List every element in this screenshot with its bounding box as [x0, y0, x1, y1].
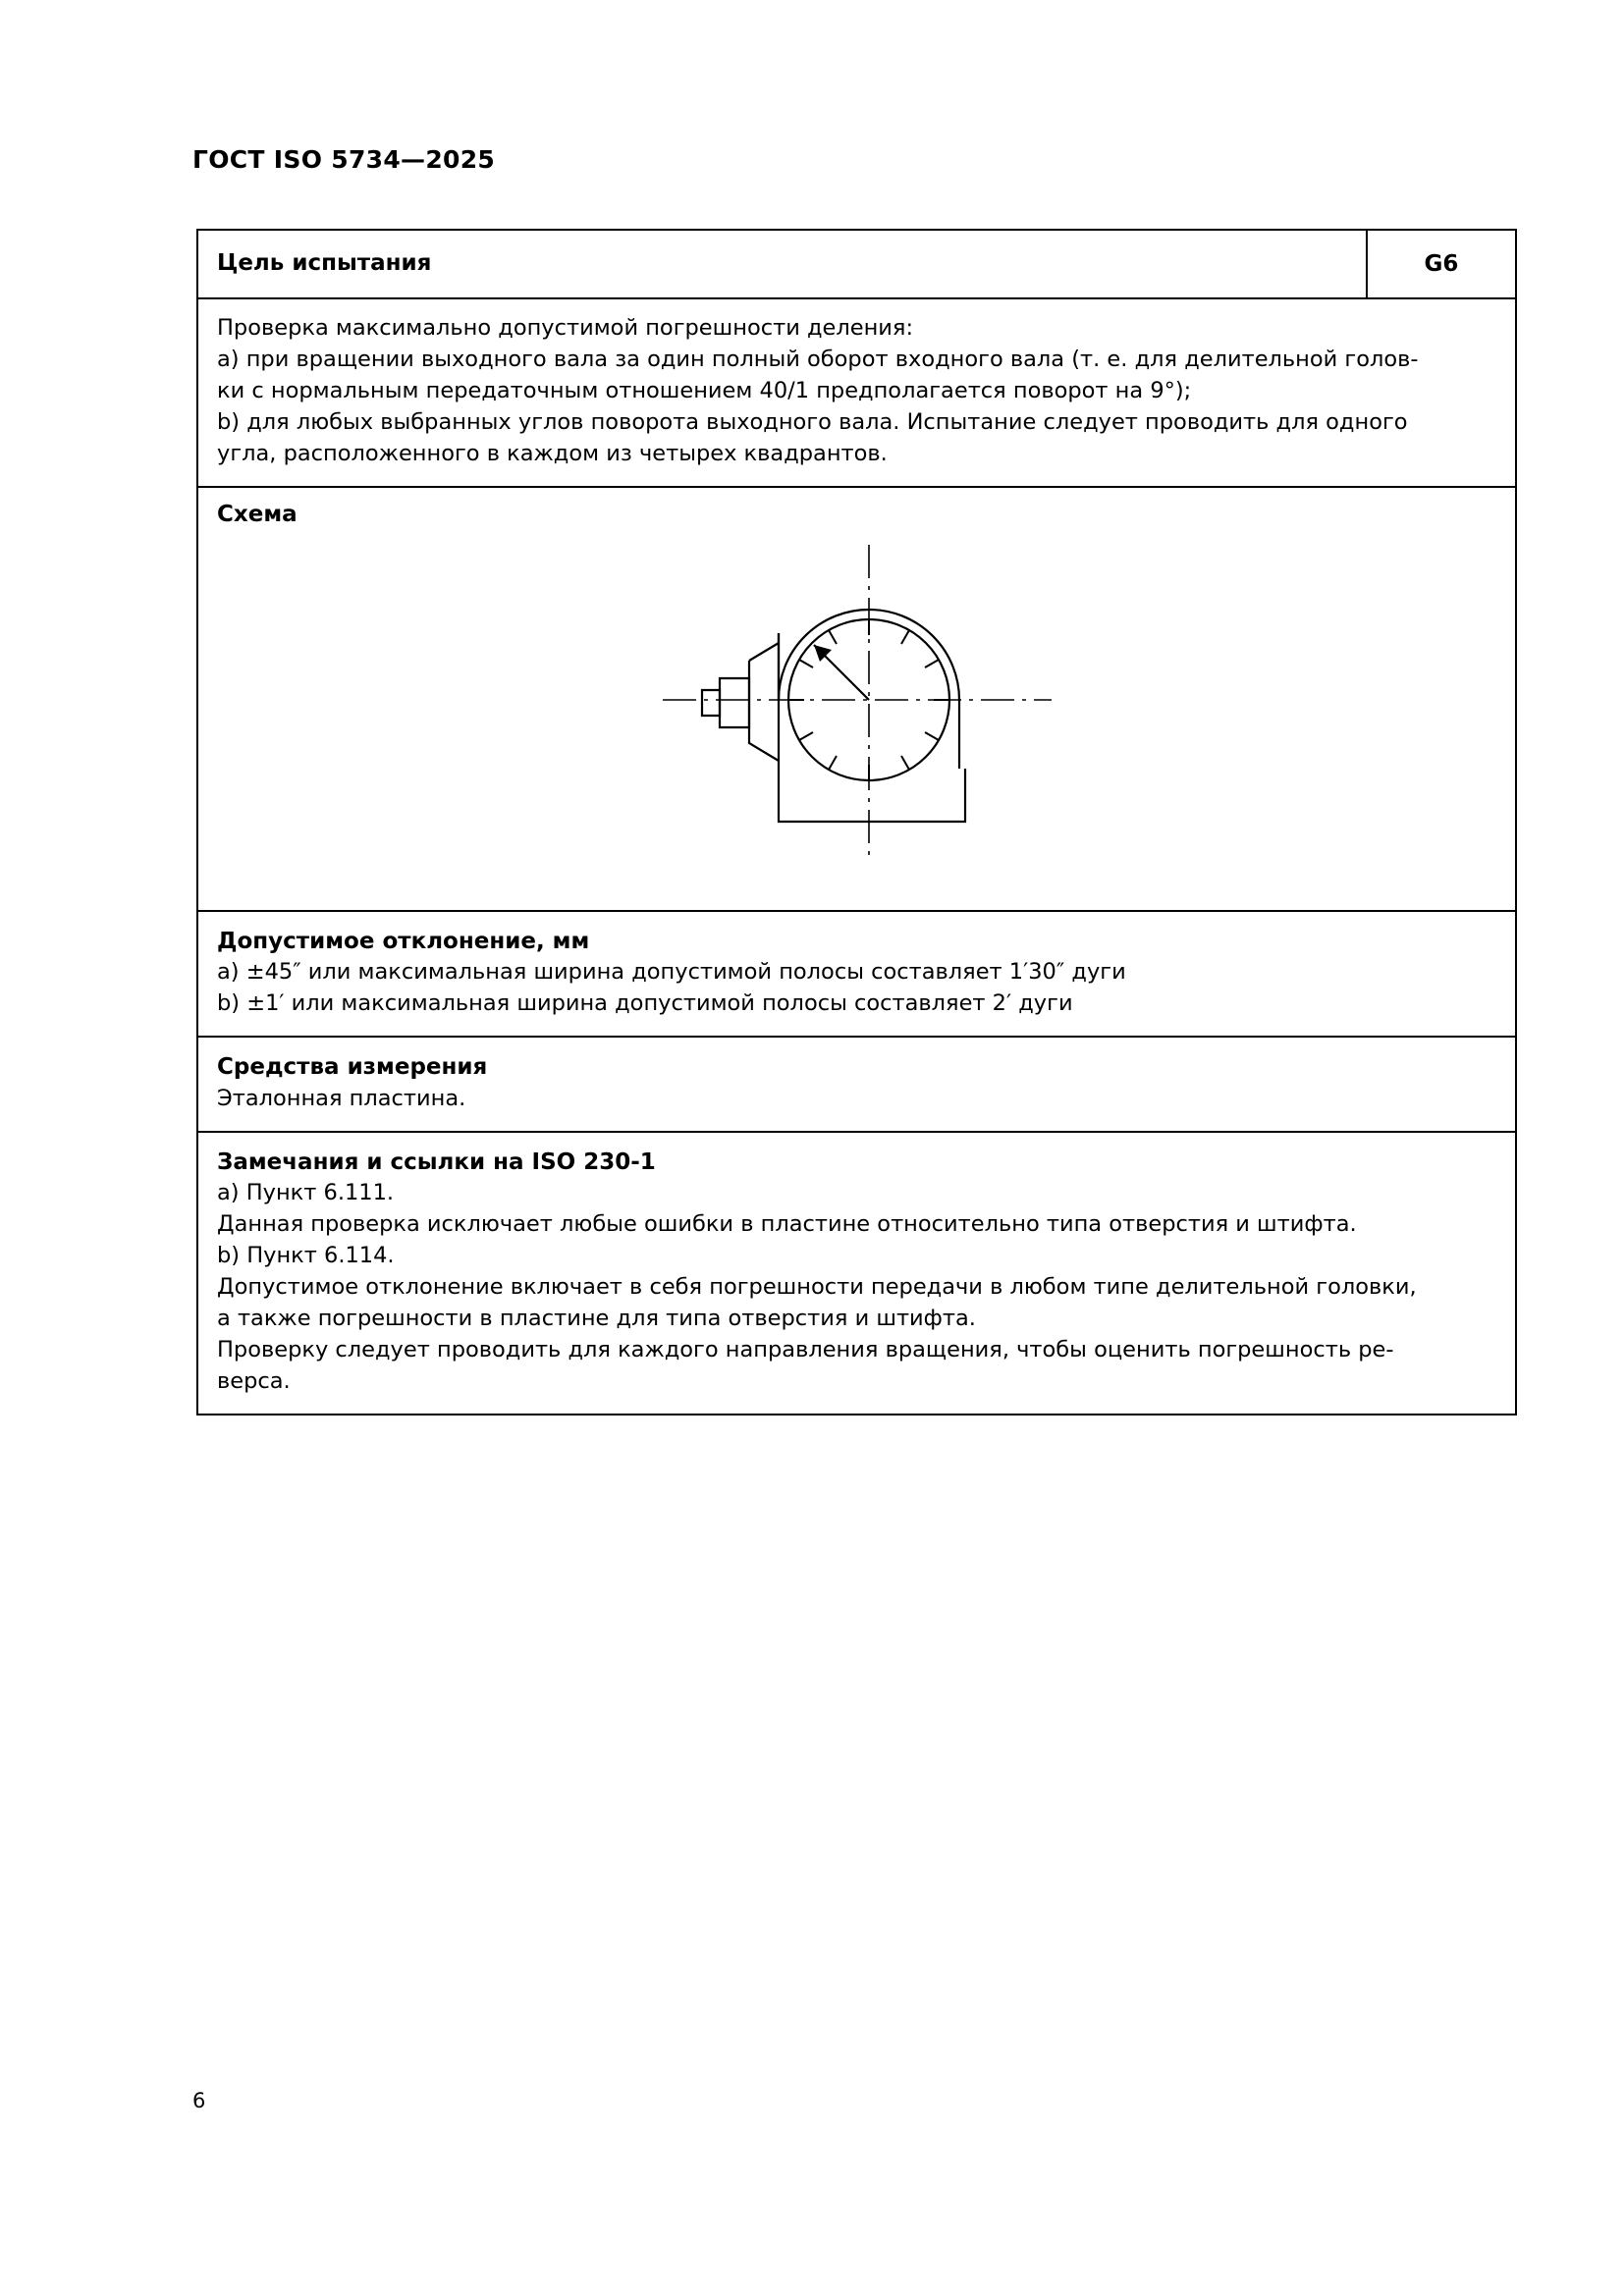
tolerance-section [198, 912, 1515, 1039]
purpose-title: Цель испытания [217, 250, 432, 276]
page-number: 6 [192, 2089, 206, 2112]
instruments-section [198, 1038, 1515, 1133]
tolerance-line: a) ±45″ или максимальная ширина допустимой полосы составляет 1′30″ дуги [217, 959, 1126, 986]
remarks-line: верса. [217, 1368, 291, 1395]
remarks-body [198, 1133, 1515, 1414]
remarks-title: Замечания и ссылки на ISO 230-1 [217, 1148, 656, 1175]
purpose-header-row [198, 231, 1515, 297]
remarks-line: a) Пункт 6.111. [217, 1180, 395, 1206]
schema-title: Схема [217, 501, 298, 527]
tolerance-body [198, 912, 1515, 1037]
test-code-badge: G6 [1366, 231, 1515, 297]
dividing-head-diagram [651, 535, 1063, 863]
remarks-line: Проверку следует проводить для каждого направления вращения, чтобы оценить погрешность ре- [217, 1337, 1394, 1363]
purpose-line: ки с нормальным передаточным отношением 40/1 предполагается поворот на 9°); [217, 377, 1192, 403]
tolerance-title: Допустимое отклонение, мм [217, 928, 590, 954]
tolerance-line: b) ±1′ или максимальная ширина допустимой полосы составляет 2′ дуги [217, 990, 1073, 1017]
purpose-line: угла, расположенного в каждом из четырех квадрантов. [217, 440, 888, 466]
schema-section [198, 488, 1515, 912]
instruments-line: Эталонная пластина. [217, 1085, 466, 1111]
page-header: ГОСТ ISO 5734—2025 [192, 145, 496, 174]
purpose-line: a) при вращении выходного вала за один полный оборот входного вала (т. е. для делительной голов- [217, 346, 1419, 372]
remarks-line: b) Пункт 6.114. [217, 1243, 395, 1269]
remarks-section [198, 1133, 1515, 1414]
remarks-line: Допустимое отклонение включает в себя погрешности передачи в любом типе делительной головки, [217, 1274, 1417, 1301]
purpose-line: Проверка максимально допустимой погрешности деления: [217, 315, 914, 341]
instruments-body [198, 1038, 1515, 1131]
purpose-body [198, 297, 1515, 486]
purpose-line: b) для любых выбранных углов поворота выходного вала. Испытание следует проводить для одного [217, 408, 1408, 435]
purpose-section [198, 231, 1515, 488]
remarks-line: Данная проверка исключает любые ошибки в пластине относительно типа отверстия и штифта. [217, 1211, 1357, 1238]
schema-body [198, 488, 1515, 910]
test-specification-table [196, 229, 1517, 1415]
remarks-line: а также погрешности в пластине для типа отверстия и штифта. [217, 1306, 976, 1332]
instruments-title: Средства измерения [217, 1054, 488, 1081]
